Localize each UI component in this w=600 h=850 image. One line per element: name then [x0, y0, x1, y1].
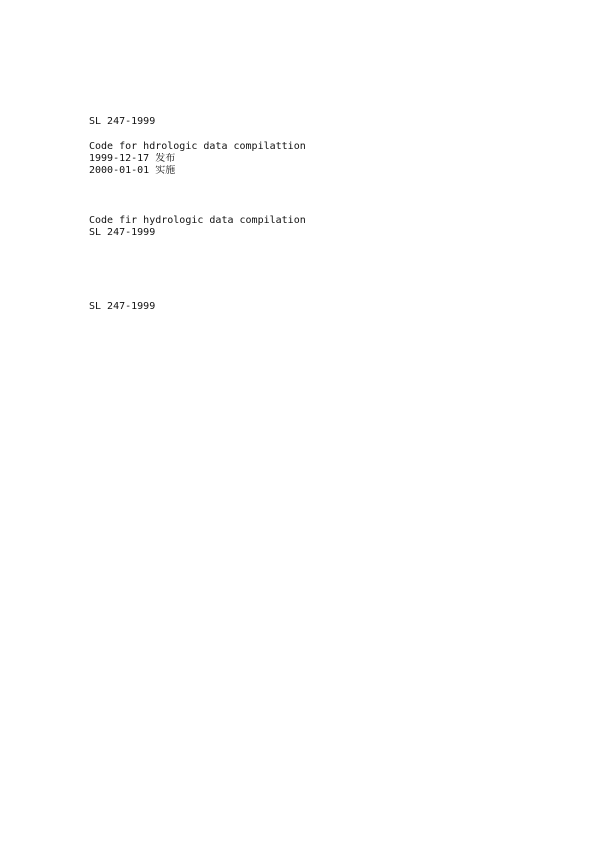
text-line — [89, 104, 559, 116]
text-line: SL 247-1999 — [89, 116, 156, 128]
text-line — [89, 424, 559, 436]
text-line — [89, 288, 559, 300]
text-line — [89, 313, 559, 325]
text-line — [89, 264, 559, 276]
text-line — [89, 190, 559, 202]
text-line — [89, 350, 559, 362]
text-line — [89, 276, 559, 288]
text-line: 1999-12-17 发布 — [89, 153, 176, 165]
text-line: 2000-01-01 实施 — [89, 165, 176, 177]
document-body — [89, 104, 559, 436]
text-line: Code for hdrologic data compilattion — [89, 140, 306, 152]
text-line: SL 247-1999 — [89, 226, 156, 238]
text-line — [89, 252, 559, 264]
text-line — [89, 202, 559, 214]
text-line: Code fir hydrologic data compilation — [89, 214, 306, 226]
text-line — [89, 399, 559, 411]
text-line — [89, 129, 559, 141]
text-line — [89, 375, 559, 387]
text-line — [89, 338, 559, 350]
text-line: SL 247-1999 — [89, 300, 156, 312]
text-line — [89, 411, 559, 423]
text-line — [89, 239, 559, 251]
text-line — [89, 387, 559, 399]
text-line — [89, 325, 559, 337]
text-line — [89, 178, 559, 190]
text-line — [89, 362, 559, 374]
